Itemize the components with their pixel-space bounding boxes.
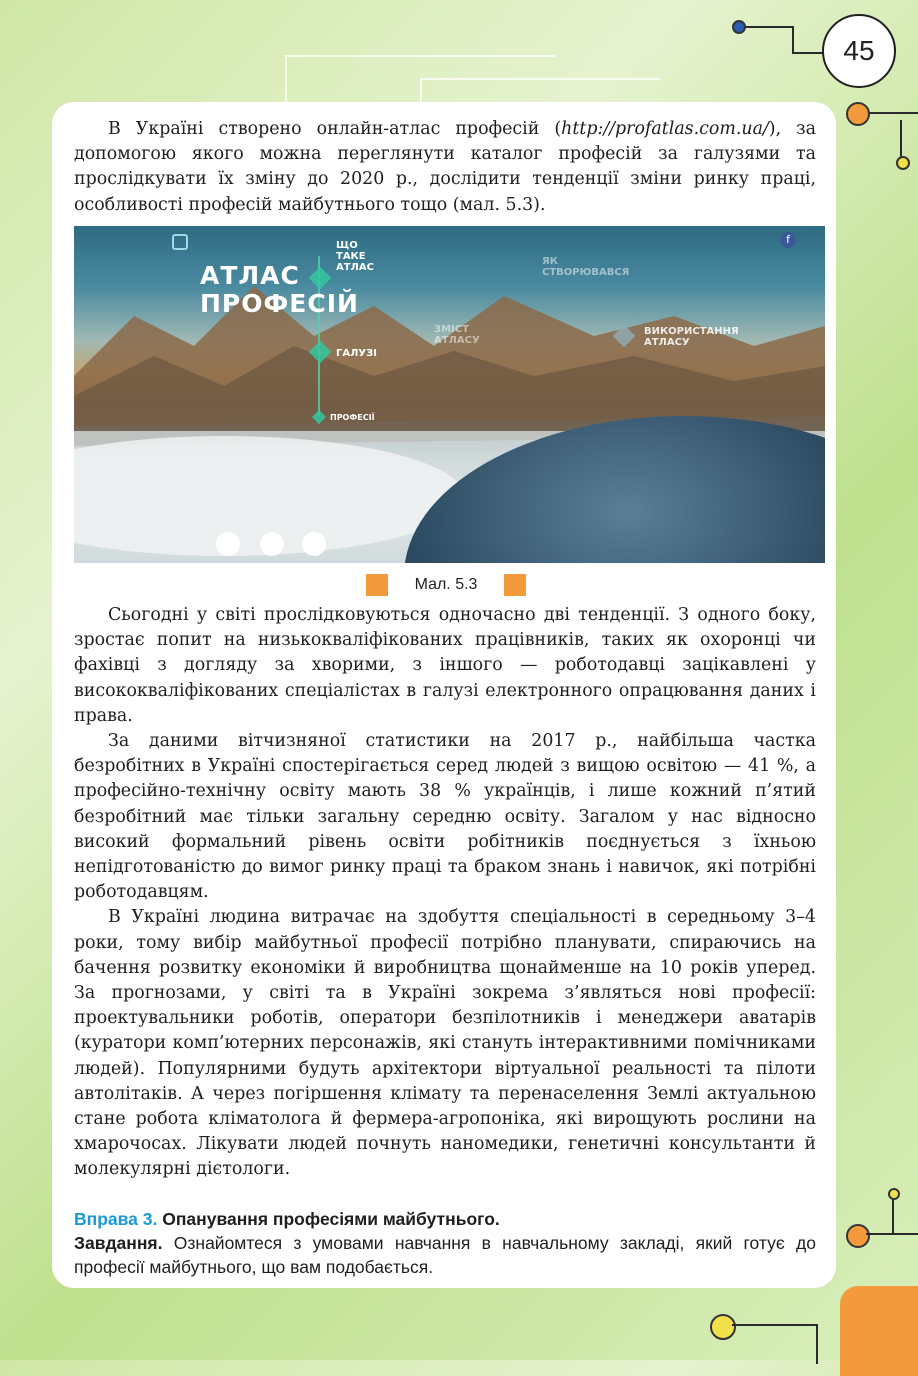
paragraph-future-professions: В Україні людина витрачає на здобуття спеціальності в середньому 3–4 роки, тому вибір майбутньої професії потрібно планувати, спираючись на бачення розвитку економіки й виробництва щонайменше на 10 років уперед. За прогнозами, у світі та в Україні зокрема з’являться нові професії: проектувальники роботів, оператори безпілотників і менеджери аватарів (куратори комп’ютерних персонажів, які стануть інтерактивними помічниками людей). Популярними будуть архітектори віртуальної реальності та пілоти автолітаків. А через погіршення клімату та перенаселення Землі актуальною стане робота кліматолога й фермера-агропоніка, які вирощують рослини на хмарочосах. Лікувати людей почнуть наномедики, генетичні консультанти й молекулярні дієтологи.: [74, 907, 816, 1180]
caption-marker-right: [504, 574, 526, 596]
task-text: Ознайомтеся з умовами навчання в навчальному закладі, який готує до професії майбутнього, що вам подобається.: [74, 1233, 816, 1277]
exercise-heading: [74, 1207, 816, 1231]
caption-marker-left: [366, 574, 388, 596]
menu-atlas-content[interactable]: ЗМІСТ АТЛАСУ: [434, 324, 480, 346]
facebook-icon[interactable]: f: [780, 232, 796, 248]
intro-paragraph: [74, 117, 816, 218]
partner-logo-2-icon[interactable]: [260, 532, 284, 556]
atlas-title-line2: ПРОФЕСІЙ: [200, 289, 359, 318]
orange-corner-tab: [840, 1286, 918, 1376]
menu-what-atlas[interactable]: ЩО ТАКЕ АТЛАС: [336, 240, 374, 273]
page-number: 45: [822, 14, 896, 88]
home-icon[interactable]: [172, 234, 188, 250]
figure-caption: [366, 573, 526, 597]
exercise-block: [74, 1207, 816, 1279]
profatlas-link[interactable]: http://profatlas.com.ua/: [561, 119, 769, 139]
partner-logo-3-icon[interactable]: [302, 532, 326, 556]
intro-text-start: В Україні створено онлайн-атлас професій (: [108, 119, 562, 139]
atlas-website-image: [74, 226, 825, 563]
paragraph-trends: Сьогодні у світі прослідковуються одночасно дві тенденції. З одного боку, зростає попит на низькокваліфікованих працівників, таких як охоронці чи фахівці з догляду за хворими, з іншого — роботодавці зацікавлені у висококваліфікованих спеціалістах в галузі електронного опрацювання даних і права.: [74, 605, 816, 726]
body-text: [74, 603, 816, 1183]
menu-how-created[interactable]: ЯК СТВОРЮВАВСЯ: [542, 256, 630, 278]
exercise-title: Опанування професіями майбутнього.: [162, 1209, 500, 1229]
paragraph-statistics: За даними вітчизняної статистики на 2017 р., найбільша частка безробітних в Україні спостерігається серед людей з вищою освітою — 41 %, а професійно-технічну освіту мають 38 % українців, і лише кожний п’ятий безробітний має тільки загальну середню освіту. Загалом у нас відносно високий формальний рівень освіти робітників поєднується з їхньою непідготованістю до вимог ринку праці та браком знань і навичок, які потрібні роботодавцям.: [74, 731, 816, 903]
menu-atlas-usage[interactable]: ВИКОРИСТАННЯ АТЛАСУ: [644, 326, 739, 348]
menu-professions[interactable]: ПРОФЕСІЇ: [330, 413, 375, 422]
intro-text-end: ), за допомогою якого можна переглянути каталог професій за галузями та прослідкувати їх зміну до 2020 р., дослідити тенденції зміни ринку праці, особливості професій майбутнього тощо (мал. 5.3).: [74, 119, 816, 215]
caption-text: Мал. 5.3: [414, 576, 478, 593]
partner-logo-1-icon[interactable]: [216, 532, 240, 556]
task-label: Завдання.: [74, 1233, 163, 1253]
menu-industries[interactable]: ГАЛУЗІ: [336, 348, 377, 359]
atlas-title-line1: АТЛАС: [200, 261, 300, 290]
exercise-label: Вправа 3.: [74, 1209, 158, 1229]
exercise-task: [74, 1231, 816, 1279]
